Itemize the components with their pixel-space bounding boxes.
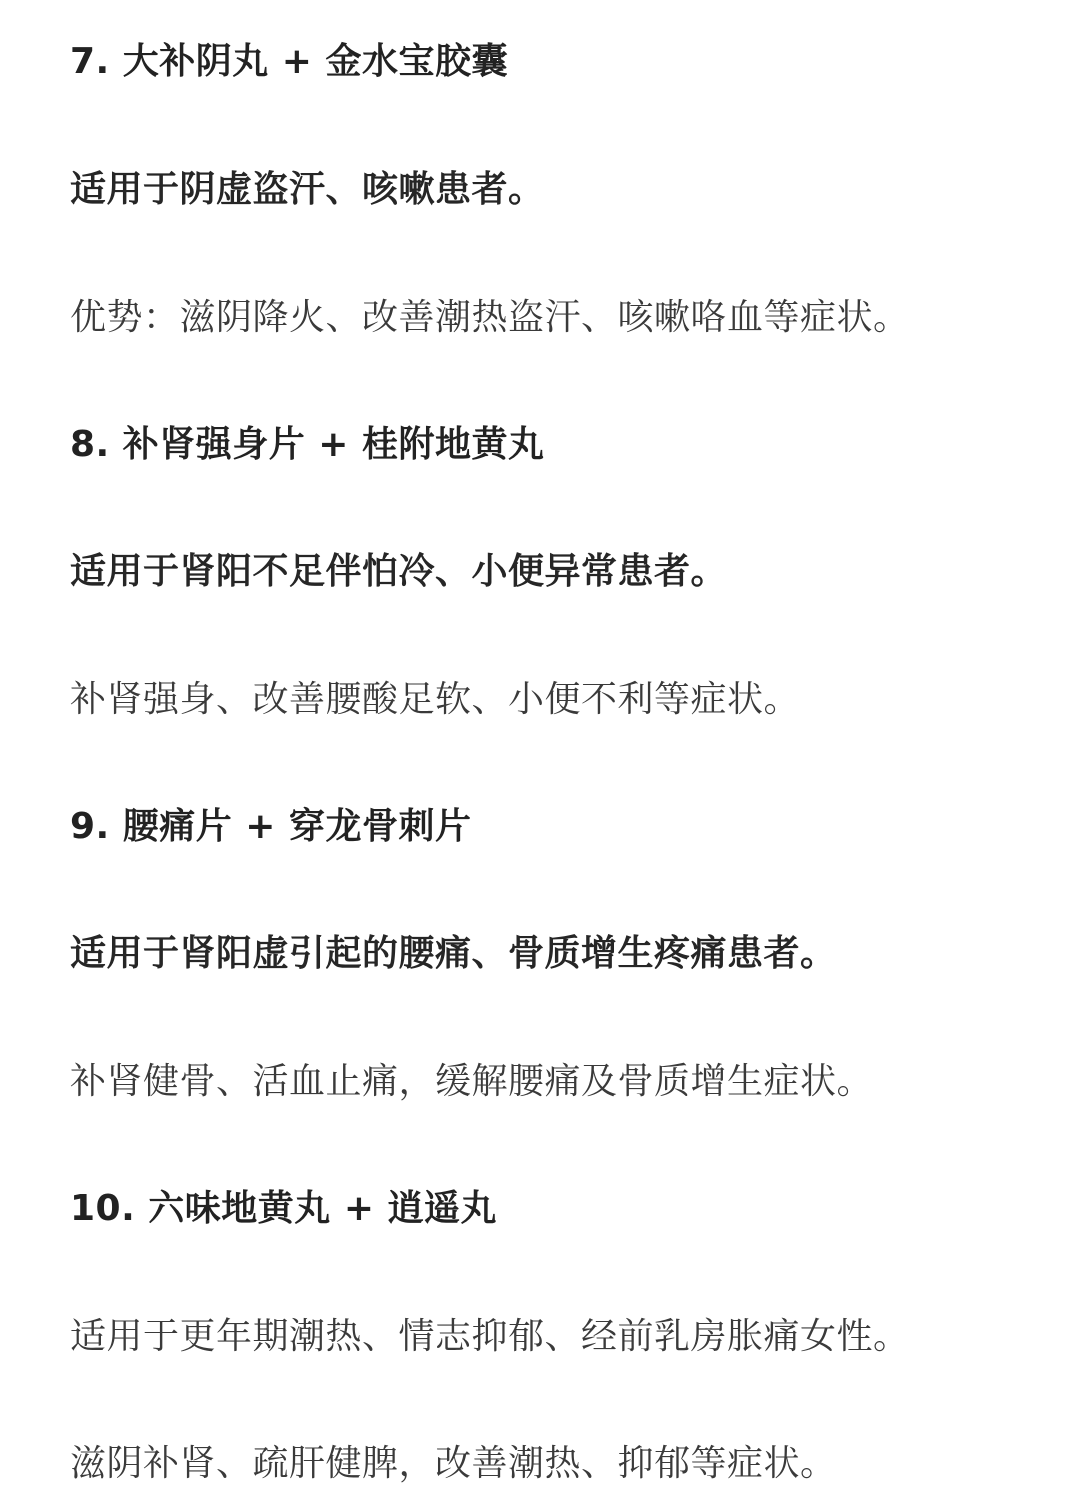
section-7-benefit: 优势：滋阴降火、改善潮热盗汗、咳嗽咯血等症状。 [70, 297, 910, 338]
section-8-benefit: 补肾强身、改善腰酸足软、小便不利等症状。 [70, 679, 801, 720]
section-7-indication: 适用于阴虚盗汗、咳嗽患者。 [70, 169, 545, 210]
section-10-indication: 适用于更年期潮热、情志抑郁、经前乳房胀痛女性。 [70, 1316, 910, 1357]
section-7-heading: 7. 大补阴丸 + 金水宝胶囊 [70, 41, 508, 82]
section-10-heading: 10. 六味地黄丸 + 逍遥丸 [70, 1188, 498, 1229]
section-8-heading: 8. 补肾强身片 + 桂附地黄丸 [70, 424, 545, 465]
section-9-indication: 适用于肾阳虚引起的腰痛、骨质增生疼痛患者。 [70, 933, 837, 974]
section-9-benefit: 补肾健骨、活血止痛，缓解腰痛及骨质增生症状。 [70, 1061, 874, 1102]
section-9-heading: 9. 腰痛片 + 穿龙骨刺片 [70, 806, 472, 847]
section-8-indication: 适用于肾阳不足伴怕冷、小便异常患者。 [70, 551, 728, 592]
section-10-benefit: 滋阴补肾、疏肝健脾，改善潮热、抑郁等症状。 [70, 1443, 837, 1484]
